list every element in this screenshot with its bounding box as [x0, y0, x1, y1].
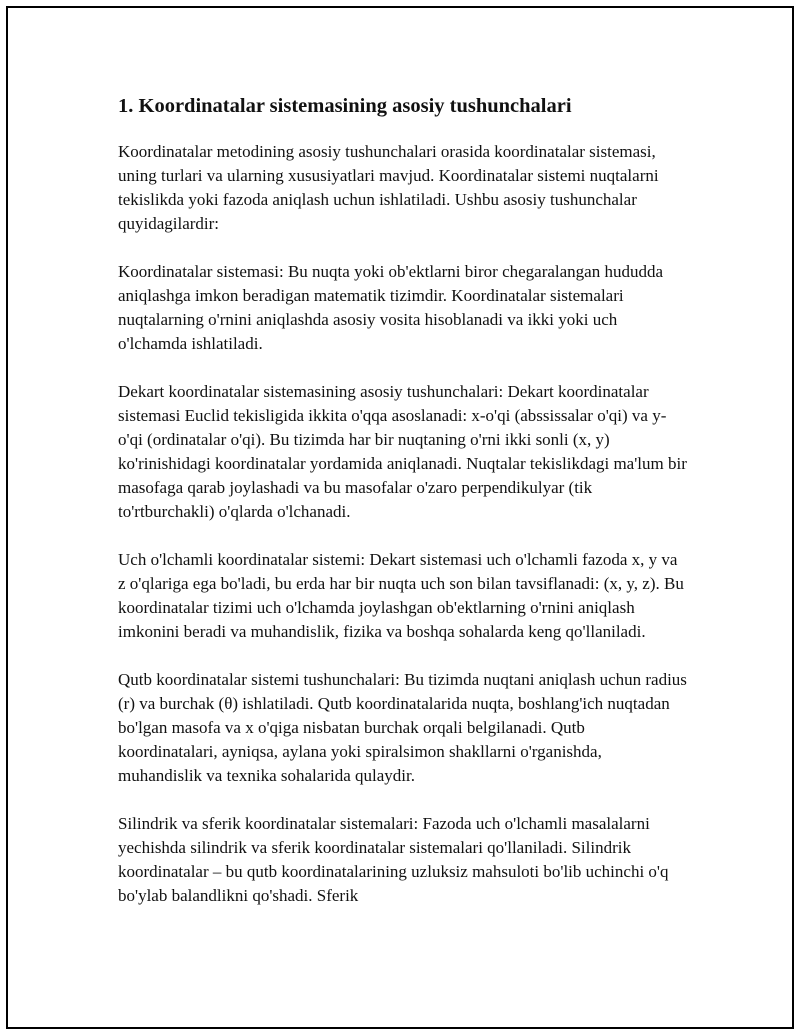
paragraph-polar: Qutb koordinatalar sistemi tushunchalari: Bu tizimda nuqtani aniqlash uchun radius (r) va burchak (θ) ishlatiladi. Qutb koordinatalarida nuqta, boshlang'ich nuqtadan bo'lgan masofa va x o'qiga nisbatan burchak orqali belgilanadi. Qutb koordinatalari, ayniqsa, aylana yoki spiralsimon shakllarni o'rganishda, muhandislik va texnika sohalarida qulaydir.: [118, 670, 687, 785]
paragraph-three-dimensional: Uch o'lchamli koordinatalar sistemi: Dekart sistemasi uch o'lchamli fazoda x, y va z o'qlariga ega bo'ladi, bu erda har bir nuqta uch son bilan tavsiflanadi: (x, y, z). Bu koordinatalar tizimi uch o'lchamda joylashgan ob'ektlarning o'rnini aniqlash imkonini beradi va muhandislik, fizika va boshqa sohalarda keng qo'llaniladi.: [118, 550, 684, 641]
paragraph-cartesian: Dekart koordinatalar sistemasining asosiy tushunchalari: Dekart koordinatalar sistemasi Euclid tekisligida ikkita o'qqa asoslanadi: x-o'qi (abssissalar o'qi) va y-o'qi (ordinatalar o'qi). Bu tizimda har bir nuqtaning o'rni ikki sonli (x, y) ko'rinishidagi koordinatalar yordamida aniqlanadi. Nuqtalar tekislikdagi ma'lum bir masofaga qarab joylashadi va bu masofalar o'zaro perpendikulyar (tik to'rtburchakli) o'qlarda o'lchanadi.: [118, 382, 687, 521]
paragraph-cylindrical-spherical: Silindrik va sferik koordinatalar sistemalari: Fazoda uch o'lchamli masalalarni yechishda silindrik va sferik koordinatalar sistemalari qo'llaniladi. Silindrik koordinatalar – bu qutb koordinatalarining uzluksiz mahsuloti bo'lib uchinchi o'q bo'ylab balandlikni qo'shadi. Sferik: [118, 814, 669, 905]
paragraph-coordinate-system: Koordinatalar sistemasi: Bu nuqta yoki ob'ektlarni biror chegaralangan hududda aniqlashga imkon beradigan matematik tizimdir. Koordinatalar sistemalari nuqtalarning o'rnini aniqlashda asosiy vosita hisoblanadi va ikki yoki uch o'lchamda ishlatiladi.: [118, 262, 664, 353]
document-body: [118, 92, 688, 932]
section-heading: 1. Koordinatalar sistemasining asosiy tushunchalari: [118, 95, 572, 117]
paragraph-intro: Koordinatalar metodining asosiy tushunchalari orasida koordinatalar sistemasi, uning turlari va ularning xususiyatlari mavjud. Koordinatalar sistemi nuqtalarni tekislikda yoki fazoda aniqlash uchun ishlatiladi. Ushbu asosiy tushunchalar quyidagilardir:: [118, 142, 659, 233]
